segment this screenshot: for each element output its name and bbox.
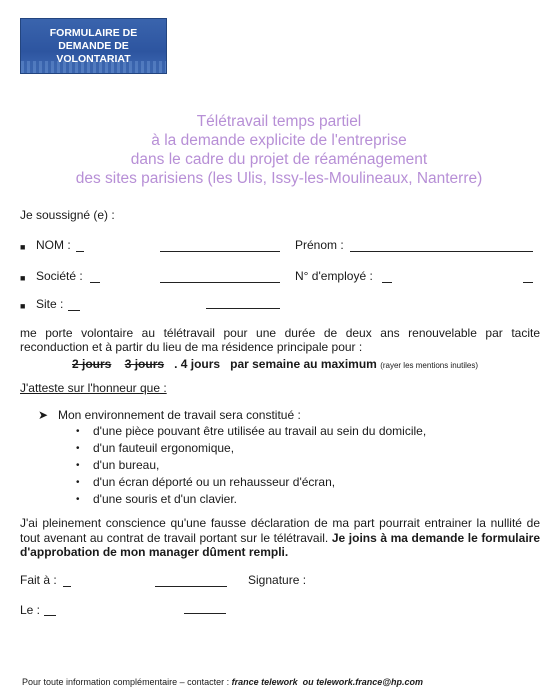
env-item-2: d'un fauteuil ergonomique, xyxy=(93,441,235,455)
env-item-1: d'une pièce pouvant être utilisée au travail au sein du domicile, xyxy=(93,424,427,438)
option-note: (rayer les mentions inutiles) xyxy=(380,361,478,370)
footer xyxy=(22,677,423,687)
societe-field-start[interactable] xyxy=(90,282,100,283)
option-3-days[interactable]: 3 jours xyxy=(124,357,165,371)
env-item-5: d'une souris et d'un clavier. xyxy=(93,492,237,506)
site-field[interactable] xyxy=(206,308,280,309)
nom-field-start[interactable] xyxy=(76,251,84,252)
fait-field-start[interactable] xyxy=(63,586,71,587)
list-dot: • xyxy=(76,494,80,505)
fait-field[interactable] xyxy=(155,586,227,587)
footer-contact-2[interactable]: telework.france@hp.com xyxy=(316,677,423,687)
declaration-text: J'ai pleinement conscience qu'une fausse déclaration de ma part pourrait entrainer la nullité de tout avenant au contrat de travail portant sur le télétravail. xyxy=(20,516,540,545)
option-suffix: par semaine au maximum xyxy=(230,357,377,371)
signature-label: Signature : xyxy=(248,573,307,587)
badge-line-2: DEMANDE DE xyxy=(58,40,129,52)
societe-label: Société : xyxy=(36,269,83,283)
le-label: Le : xyxy=(20,603,41,617)
list-dot: • xyxy=(76,443,80,454)
societe-field[interactable] xyxy=(160,282,280,283)
badge-line-3: VOLONTARIAT xyxy=(56,53,131,65)
prenom-label: Prénom : xyxy=(295,238,344,252)
attest-heading: J'atteste sur l'honneur que : xyxy=(20,381,167,395)
employe-label: N° d'employé : xyxy=(295,269,373,283)
nom-label: NOM : xyxy=(36,238,71,252)
title-line-4: des sites parisiens (les Ulis, Issy-les-Moulineaux, Nanterre) xyxy=(75,170,483,187)
nom-field[interactable] xyxy=(160,251,280,252)
list-dot: • xyxy=(76,477,80,488)
list-dot: • xyxy=(76,426,80,437)
env-item-4: d'un écran déporté ou un rehausseur d'écran, xyxy=(93,475,336,489)
option-4-days[interactable]: . 4 jours xyxy=(174,357,221,371)
bullet: ■ xyxy=(20,301,26,311)
declaration-paragraph xyxy=(20,516,540,560)
env-item-3: d'un bureau, xyxy=(93,458,160,472)
site-label: Site : xyxy=(36,297,64,311)
declaration-bold: Je joins à ma demande le formulaire d'approbation de mon manager dûment rempli. xyxy=(20,530,540,559)
le-field-start[interactable] xyxy=(44,615,56,616)
footer-or: ou xyxy=(302,677,314,687)
footer-contact-1: france telework xyxy=(231,677,298,687)
prenom-field[interactable] xyxy=(350,251,533,252)
option-2-days[interactable]: 2 jours xyxy=(72,357,112,371)
bullet: ■ xyxy=(20,273,26,283)
title-line-2: à la demande explicite de l'entreprise xyxy=(151,132,407,149)
employe-field[interactable] xyxy=(523,282,533,283)
title-line-3: dans le cadre du projet de réaménagement xyxy=(130,151,428,168)
fait-label: Fait à : xyxy=(20,573,57,587)
form-type-badge xyxy=(20,18,167,74)
employe-field-start[interactable] xyxy=(382,282,392,283)
options-line xyxy=(72,357,478,373)
arrow-icon: ➤ xyxy=(38,408,49,422)
site-field-start[interactable] xyxy=(68,310,80,311)
intro-text: Je soussigné (e) : xyxy=(20,208,115,222)
badge-line-1: FORMULAIRE DE xyxy=(49,27,138,39)
bullet: ■ xyxy=(20,242,26,252)
environment-intro: Mon environnement de travail sera constitué : xyxy=(58,408,301,422)
list-dot: • xyxy=(76,460,80,471)
volunteer-paragraph: me porte volontaire au télétravail pour une durée de deux ans renouvelable par tacite reconduction et à partir du lieu de ma résidence principale pour : xyxy=(20,326,540,354)
footer-text: Pour toute information complémentaire – contacter : xyxy=(22,677,230,687)
title-line-1: Télétravail temps partiel xyxy=(196,113,362,130)
le-field[interactable] xyxy=(184,613,226,614)
